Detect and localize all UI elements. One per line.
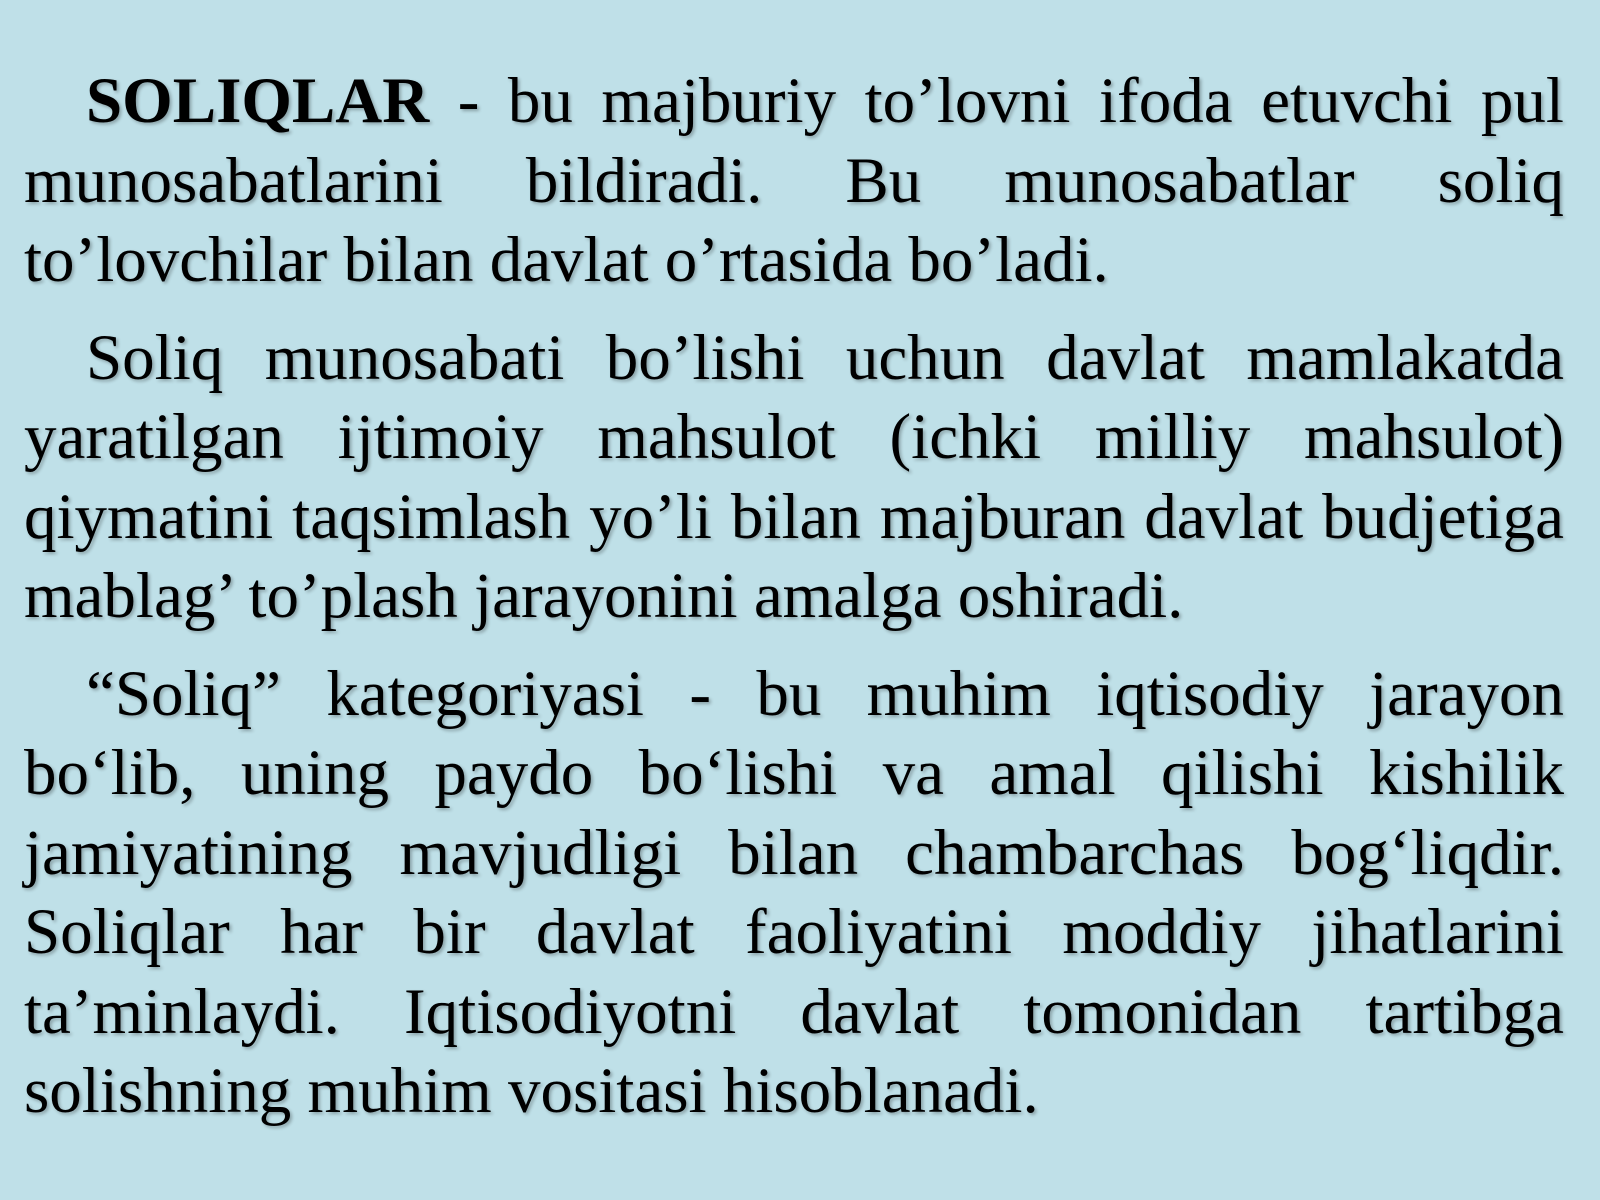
- slide-body: [24, 62, 1564, 1150]
- paragraph-definition: [24, 62, 1564, 301]
- paragraph-definition-text: - bu majburiy to’lovni ifoda etuvchi pul munosabatlarini bildiradi. Bu munosabatlar soliq to’lovchilar bilan davlat o’rtasida bo’ladi.: [24, 65, 1564, 296]
- term-soliqlar: SOLIQLAR: [86, 65, 430, 137]
- paragraph-tax-category: “Soliq” kategoriyasi - bu muhim iqtisodiy jarayon bo‘lib, uning paydo bo‘lishi va amal qilishi kishilik jamiyatining mavjudligi bilan chambarchas bog‘liqdir. Soliqlar har bir davlat faoliyatini moddiy jihatlarini ta’minlaydi. Iqtisodiyotni davlat tomonidan tartibga solishning muhim vositasi hisoblanadi.: [24, 657, 1564, 1127]
- paragraph-tax-relation: Soliq munosabati bo’lishi uchun davlat mamlakatda yaratilgan ijtimoiy mahsulot (ichki milliy mahsulot) qiymatini taqsimlash yo’li bilan majburan davlat budjetiga mablag’ to’plash jarayonini amalga oshiradi.: [24, 321, 1564, 632]
